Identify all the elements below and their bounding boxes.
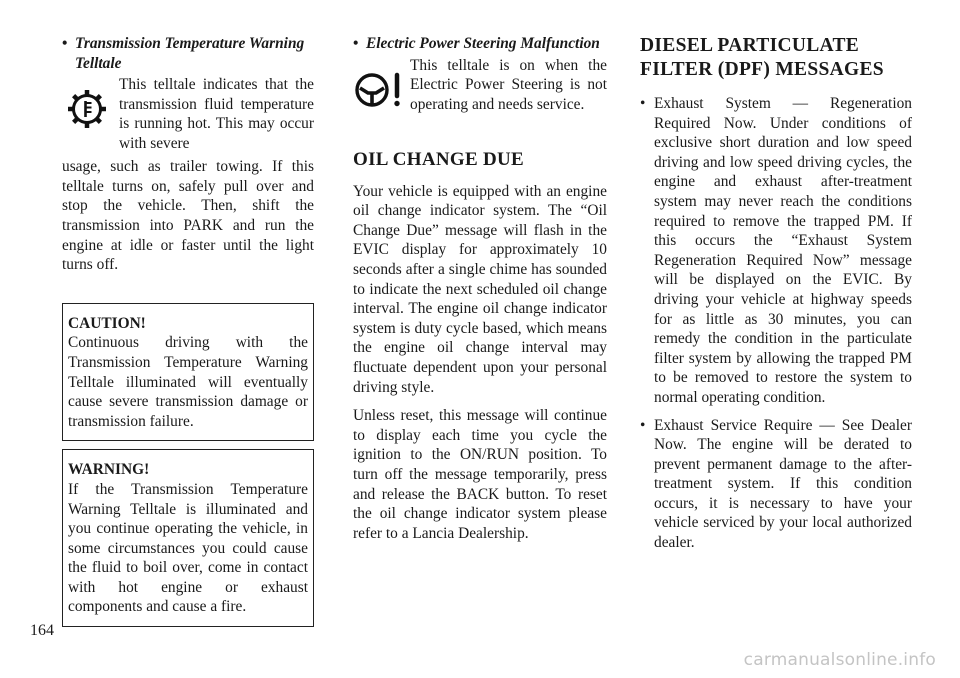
warning-heading: WARNING! (68, 461, 150, 479)
column-left (62, 34, 314, 627)
list-item: • Exhaust Service Require — See Dealer Now. The engine will be derated to prevent permanent damage to the after-treatment system. If this condition occurs, it is necessary to have your vehicle serviced by your local authorized dealer. (640, 416, 912, 553)
transmission-temp-title: • Transmission Temperature Warning Telltale (62, 34, 314, 73)
column-right (640, 34, 912, 561)
power-steering-telltale-text: This telltale is on when the Electric Power Steering is not operating and needs service. (410, 56, 607, 113)
warning-text: If the Transmission Temperature Warning Telltale is illuminated and you continue operating the vehicle, in some circumstances you could cause the fluid to boil over, come in contact with hot engine or exhaust components and cause a fire. (68, 480, 308, 616)
caution-heading: CAUTION! (68, 314, 146, 332)
warning-box (62, 449, 314, 627)
dpf-heading: DIESEL PARTICULATE FILTER (DPF) MESSAGES (640, 35, 884, 80)
transmission-telltale-block (62, 75, 314, 157)
oil-change-paragraph-2: Unless reset, this message will continue to display each time you cycle the ignition to the ON/RUN position. To turn off the message temporarily, press and release the BACK button. To reset the oil change indicator system please refer to a Lancia Dealership. (353, 407, 607, 542)
transmission-telltale-continuation: usage, such as trailer towing. If this telltale turns on, safely pull over and stop the vehicle. Then, shift the transmission into PARK and run the engine at idle or faster until the light turns off. (62, 158, 314, 274)
oil-change-paragraph-1: Your vehicle is equipped with an engine oil change indicator system. The “Oil Change Due” message will flash in the EVIC display for approximately 10 seconds after a single chime has sounded to indicate the next scheduled oil change interval. The engine oil change indicator system is duty cycle based, which means the engine oil change interval may fluctuate dependent upon your personal driving style. (353, 182, 607, 396)
caution-box (62, 303, 314, 442)
power-steering-title: • Electric Power Steering Malfunction (353, 34, 607, 54)
page-number: 164 (30, 622, 54, 639)
steering-warning-icon (353, 66, 403, 114)
oil-change-heading: OIL CHANGE DUE (353, 148, 525, 170)
watermark: carmanualsonline.info (743, 650, 936, 670)
list-item: • Exhaust System — Regeneration Required Now. Under conditions of exclusive short duration and low speed driving and low speed driving cycles, the engine and exhaust after-treatment system may never reach the conditions required to remove the trapped PM. If this occurs the “Exhaust System Regeneration Required Now” message will be displayed on the EVIC. By driving your vehicle at highway speeds for as little as 30 minutes, you can remedy the condition in the particulate filter system by allowing the trapped PM to be removed to restore the system to normal operating condition. (640, 94, 912, 408)
dpf-message-list (640, 94, 912, 553)
power-steering-telltale-block (353, 56, 607, 132)
transmission-telltale-text: This telltale indicates that the transmission fluid temperature is running hot. This may occur with severe (119, 76, 314, 152)
caution-text: Continuous driving with the Transmission Temperature Warning Telltale illuminated will eventually cause severe transmission damage or transmission failure. (68, 334, 308, 430)
column-middle (353, 34, 607, 543)
transmission-temperature-icon (62, 85, 112, 133)
